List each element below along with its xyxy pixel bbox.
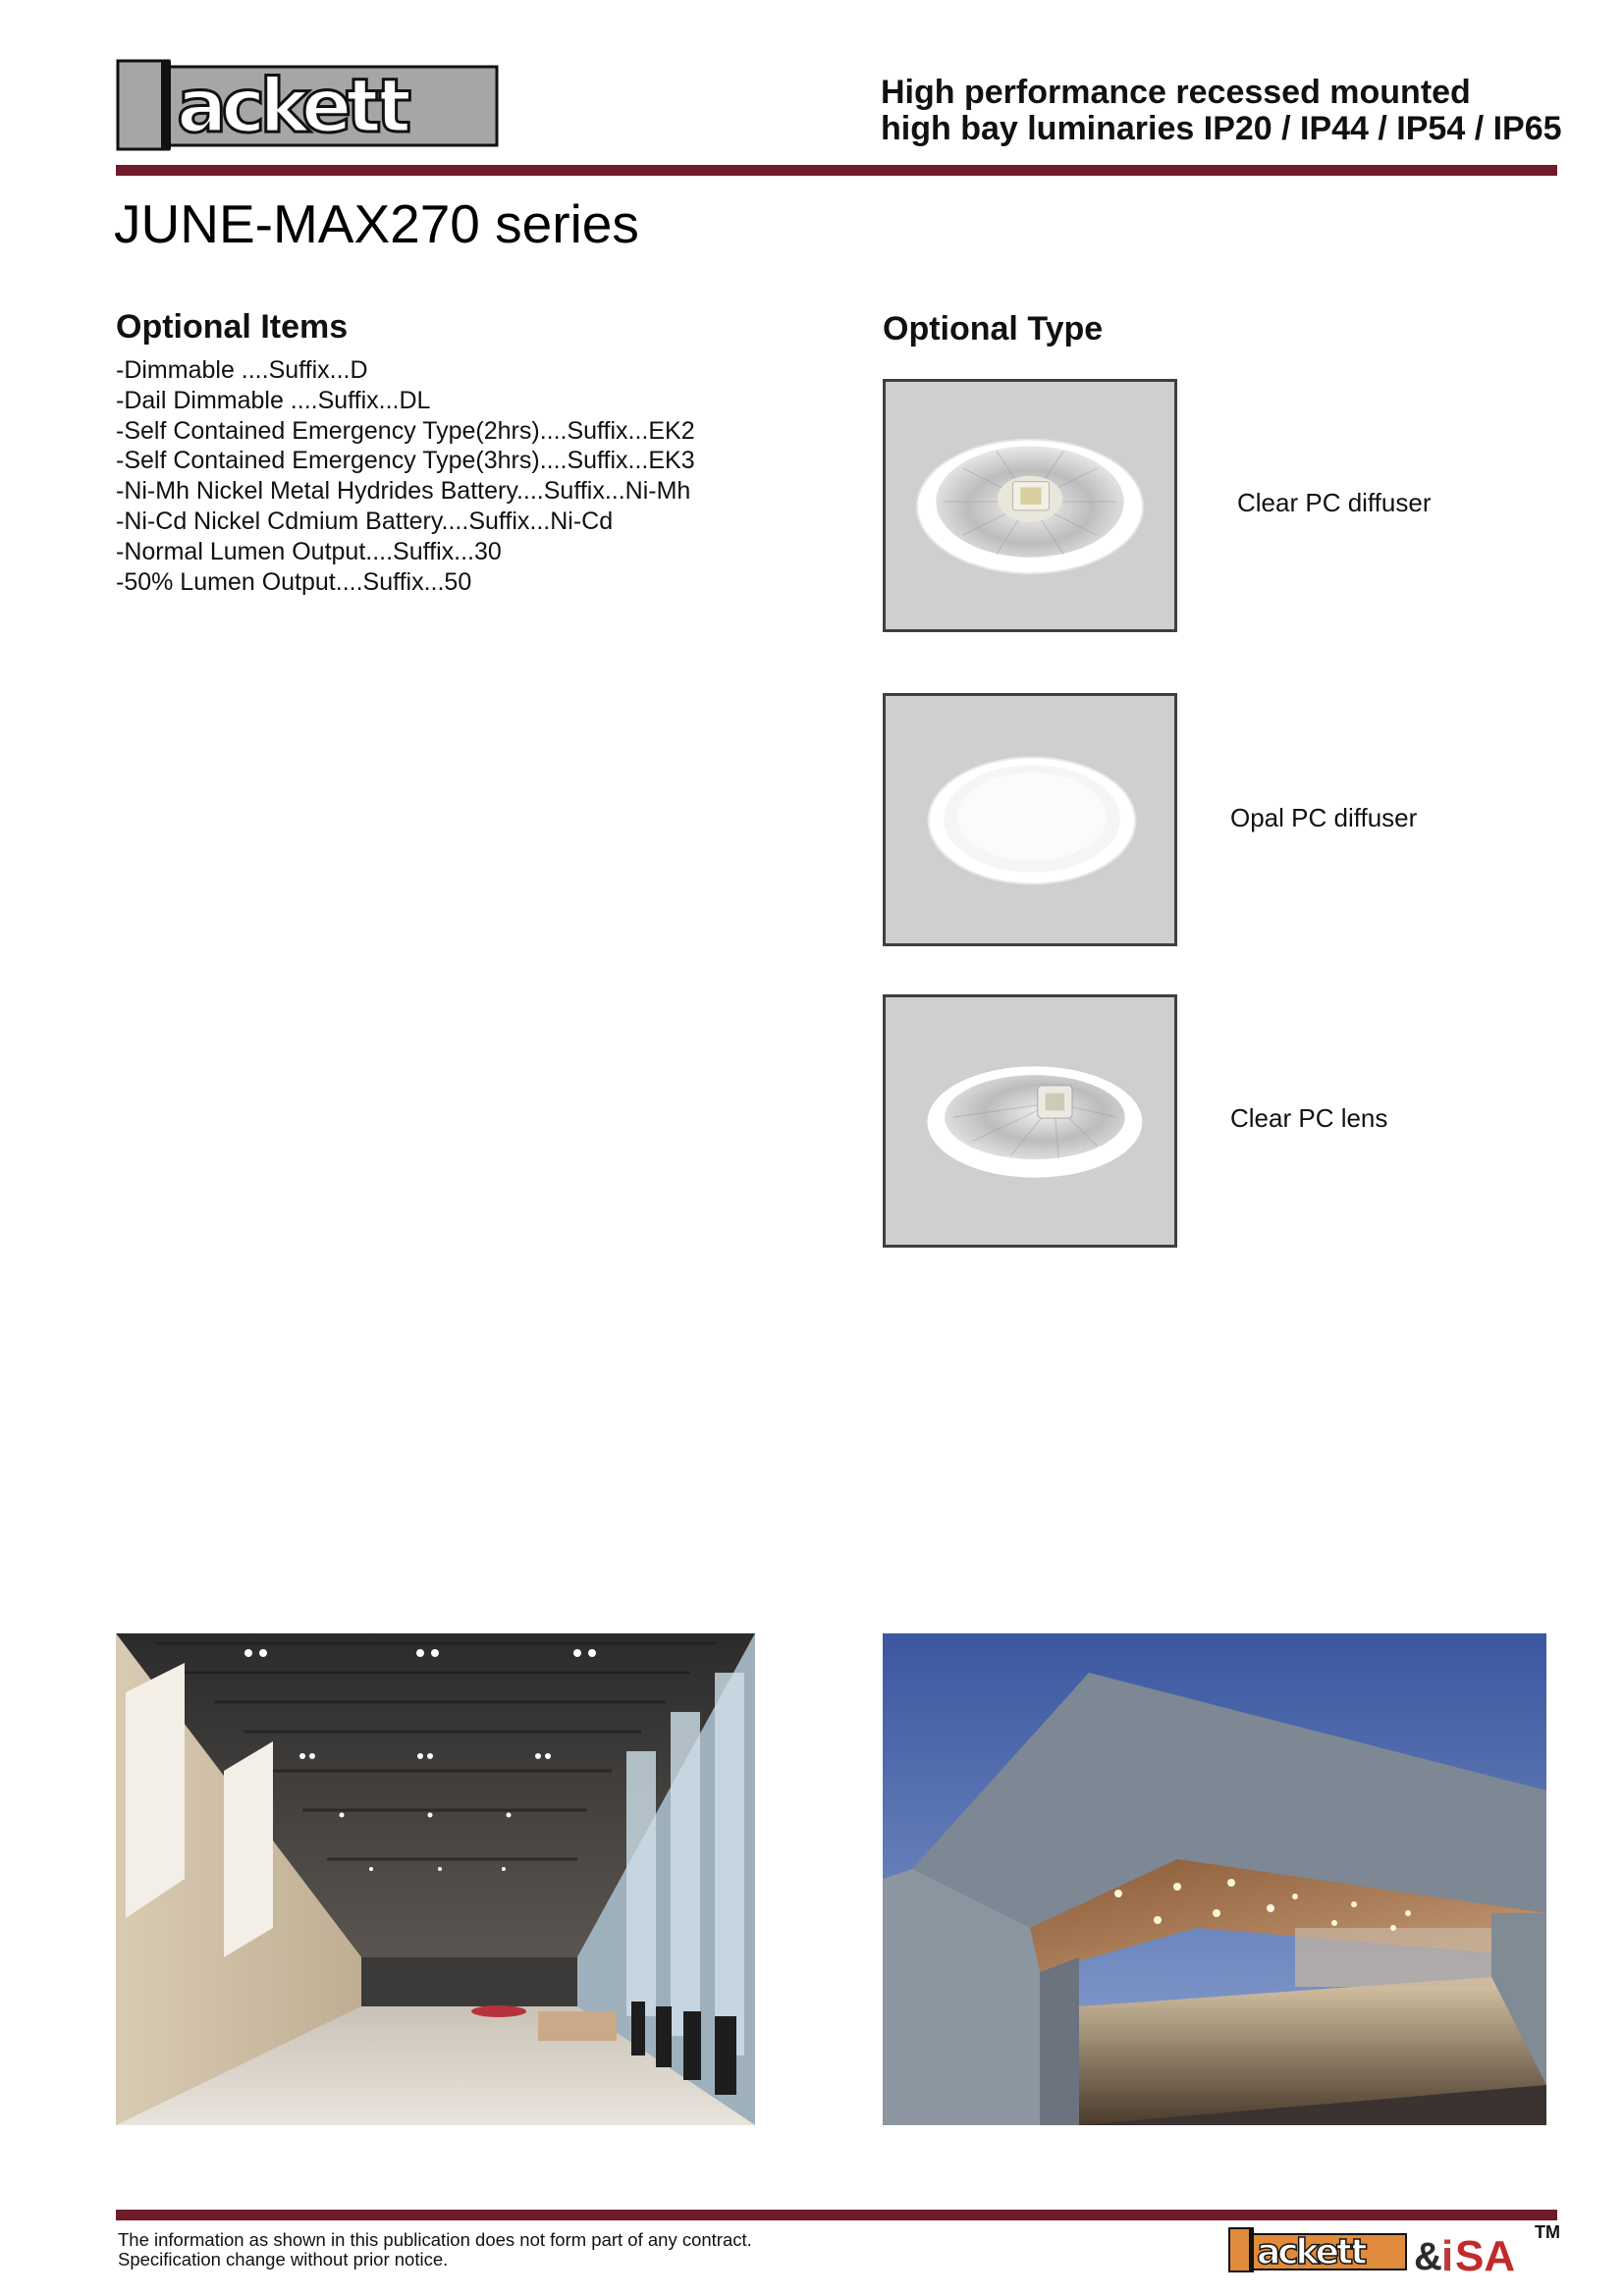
header-title: [881, 75, 1568, 147]
type-label: Clear PC diffuser: [1237, 488, 1432, 517]
optional-items-heading: Optional Items: [116, 308, 349, 346]
footer-disclaimer: [118, 2230, 752, 2269]
list-item: -Ni-Mh Nickel Metal Hydrides Battery....Suffix...Ni-Mh: [116, 477, 691, 506]
footer-divider: [116, 2210, 1557, 2220]
hackett-logo: [116, 59, 501, 151]
list-item: -Dimmable ....Suffix...D: [116, 356, 368, 384]
footer-disclaimer-line-2: Specification change without prior notice.: [118, 2249, 449, 2269]
footer-disclaimer-line-1: The information as shown in this publication does not form part of any contract.: [118, 2229, 752, 2250]
header-title-line-1: High performance recessed mounted: [881, 74, 1471, 111]
opal-pc-diffuser-image: [883, 693, 1177, 946]
list-item: -Normal Lumen Output....Suffix...30: [116, 537, 502, 565]
list-item: -Dail Dimmable ....Suffix...DL: [116, 386, 431, 414]
svg-text:ackett: ackett: [177, 62, 406, 149]
clear-pc-lens-image: [883, 994, 1177, 1248]
trademark-mark: TM: [1535, 2222, 1560, 2242]
canopy-photo: [883, 1633, 1546, 2125]
optional-type-heading: Optional Type: [883, 310, 1104, 347]
header-title-line-2: high bay luminaries IP20 / IP44 / IP54 / IP65: [881, 110, 1562, 147]
list-item: -50% Lumen Output....Suffix...50: [116, 567, 472, 596]
list-item: -Self Contained Emergency Type(3hrs)....Suffix...EK3: [116, 447, 695, 475]
hackett-isa-logo: [1227, 2224, 1534, 2277]
optional-items-list: [116, 355, 695, 597]
svg-text:&: &: [1414, 2235, 1442, 2277]
list-item: -Self Contained Emergency Type(2hrs)....Suffix...EK2: [116, 416, 695, 445]
header-divider: [116, 165, 1557, 176]
list-item: -Ni-Cd Nickel Cdmium Battery....Suffix...Ni-Cd: [116, 507, 614, 535]
type-label: Clear PC lens: [1230, 1103, 1388, 1133]
lobby-photo: [116, 1633, 755, 2125]
type-label: Opal PC diffuser: [1230, 803, 1418, 832]
svg-text:ackett: ackett: [1257, 2232, 1365, 2272]
clear-pc-diffuser-image: [883, 379, 1177, 632]
series-title: JUNE-MAX270 series: [114, 193, 639, 254]
svg-text:i: i: [1441, 2232, 1454, 2277]
svg-text:SA: SA: [1455, 2232, 1516, 2277]
